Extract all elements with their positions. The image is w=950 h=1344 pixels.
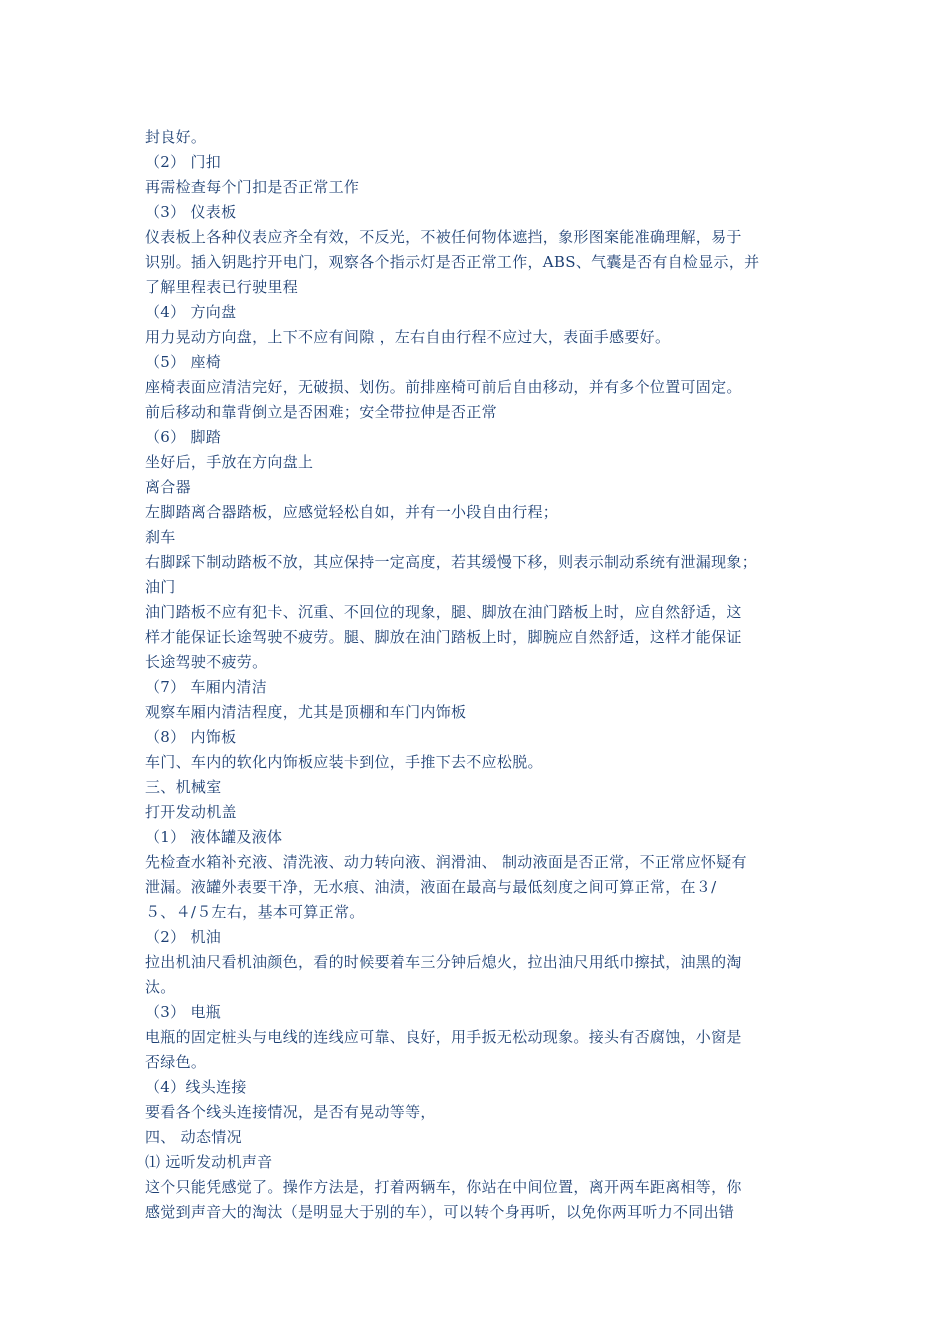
- text-line: 泄漏。液罐外表要干净，无水痕、油渍，液面在最高与最低刻度之间可算正常，在３/: [145, 878, 717, 896]
- text-line: 否绿色。: [145, 1053, 207, 1071]
- text-line: 先检查水箱补充液、清洗液、动力转向液、润滑油、 制动液面是否正常，不正常应怀疑有: [145, 853, 747, 871]
- section-heading: （5） 座椅: [145, 353, 222, 371]
- text-line: 样才能保证长途驾驶不疲劳。腿、脚放在油门踏板上时，脚腕应自然舒适，这样才能保证: [145, 628, 742, 646]
- text-line: ５、４/５左右，基本可算正常。: [145, 903, 365, 921]
- section-heading: （4）线头连接: [145, 1078, 247, 1096]
- text-line: 右脚踩下制动踏板不放，其应保持一定高度，若其缓慢下移，则表示制动系统有泄漏现象；: [145, 553, 758, 571]
- text-line: 要看各个线头连接情况，是否有晃动等等，: [145, 1103, 436, 1121]
- text-line: 坐好后，手放在方向盘上: [145, 453, 314, 471]
- section-heading: （2） 门扣: [145, 153, 222, 171]
- text-line: 拉出机油尺看机油颜色，看的时候要着车三分钟后熄火，拉出油尺用纸巾擦拭，油黑的淘: [145, 953, 742, 971]
- text-line: 感觉到声音大的淘汰（是明显大于别的车），可以转个身再听，以免你两耳听力不同出错: [145, 1203, 735, 1221]
- section-heading: （7） 车厢内清洁: [145, 678, 268, 696]
- text-line: 油门踏板不应有犯卡、沉重、不回位的现象，腿、脚放在油门踏板上时，应自然舒适，这: [145, 603, 742, 621]
- document-body: [145, 125, 810, 1225]
- text-line: 长途驾驶不疲劳。: [145, 653, 268, 671]
- section-heading: （1） 液体罐及液体: [145, 828, 283, 846]
- text-line: 前后移动和靠背倒立是否困难；安全带拉伸是否正常: [145, 403, 497, 421]
- text-line: 电瓶的固定桩头与电线的连线应可靠、良好，用手扳无松动现象。接头有否腐蚀，小窗是: [145, 1028, 742, 1046]
- text-line: 这个只能凭感觉了。操作方法是，打着两辆车，你站在中间位置，离开两车距离相等，你: [145, 1178, 742, 1196]
- section-heading: （3） 仪表板: [145, 203, 237, 221]
- text-line: 座椅表面应清洁完好，无破损、划伤。前排座椅可前后自由移动，并有多个位置可固定。: [145, 378, 742, 396]
- subheading: 油门: [145, 578, 176, 596]
- section-heading: （2） 机油: [145, 928, 222, 946]
- section-heading: ⑴ 远听发动机声音: [145, 1153, 273, 1171]
- section-heading: （6） 脚踏: [145, 428, 222, 446]
- text-line: 左脚踏离合器踏板，应感觉轻松自如，并有一小段自由行程；: [145, 503, 559, 521]
- text-line: 识别。插入钥匙拧开电门，观察各个指示灯是否正常工作，ABS、气囊是否有自检显示，并: [145, 253, 760, 271]
- text-line: 车门、车内的软化内饰板应装卡到位，手推下去不应松脱。: [145, 753, 543, 771]
- text-line: 仪表板上各种仪表应齐全有效，不反光，不被任何物体遮挡，象形图案能准确理解，易于: [145, 228, 742, 246]
- text-line: 观察车厢内清洁程度，尤其是顶棚和车门内饰板: [145, 703, 467, 721]
- subheading: 刹车: [145, 528, 176, 546]
- chapter-heading: 三、机械室: [145, 778, 222, 796]
- section-heading: （4） 方向盘: [145, 303, 237, 321]
- text-line: 封良好。: [145, 128, 207, 146]
- text-line: 打开发动机盖: [145, 803, 237, 821]
- subheading: 离合器: [145, 478, 191, 496]
- text-line: 了解里程表已行驶里程: [145, 278, 299, 296]
- chapter-heading: 四、 动态情况: [145, 1128, 242, 1146]
- text-line: 再需检查每个门扣是否正常工作: [145, 178, 360, 196]
- section-heading: （8） 内饰板: [145, 728, 237, 746]
- text-line: 汰。: [145, 978, 176, 996]
- text-line: 用力晃动方向盘，上下不应有间隙 ，左右自由行程不应过大，表面手感要好。: [145, 328, 671, 346]
- section-heading: （3） 电瓶: [145, 1003, 222, 1021]
